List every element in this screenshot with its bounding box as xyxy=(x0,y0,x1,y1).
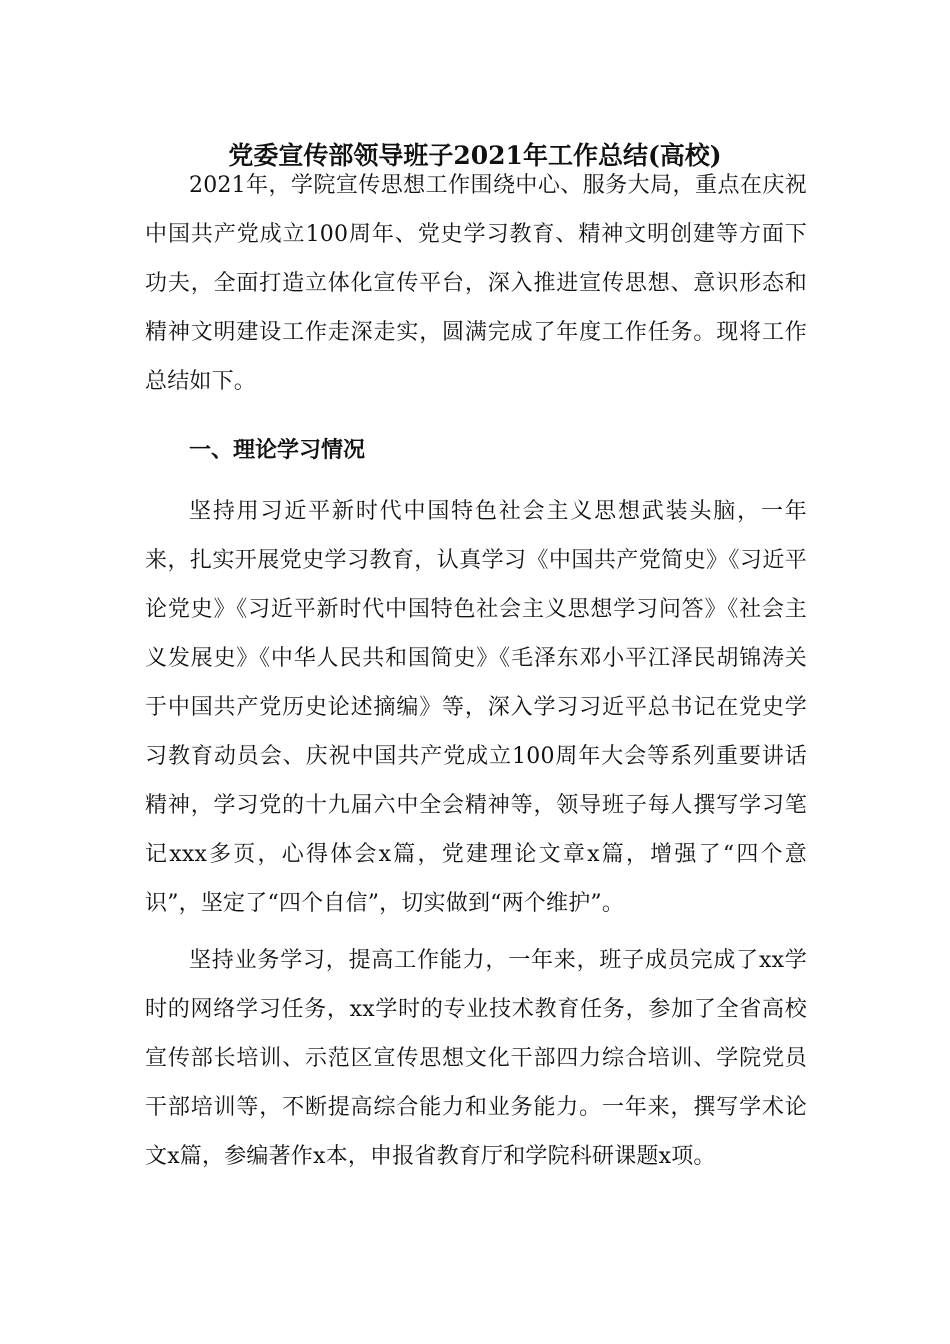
section-heading-theory-study: 一、理论学习情况 xyxy=(189,437,366,463)
intro-paragraph: 2021年，学院宣传思想工作围绕中心、服务大局，重点在庆祝中国共产党成立100周年、党史学习教育、精神文明创建等方面下功夫，全面打造立体化宣传平台，深入推进宣传思想、意识形态和精神文明建设工作走深走实，圆满完成了年度工作任务。现将工作总结如下。 xyxy=(145,173,807,394)
paragraph-gap xyxy=(145,928,807,936)
paragraph-gap xyxy=(145,406,807,414)
document-title: 党委宣传部领导班子2021年工作总结(高校) xyxy=(228,141,722,170)
business-study-paragraph: 坚持业务学习，提高工作能力，一年来，班子成员完成了xx学时的网络学习任务，xx学时的专业技术教育任务，参加了全省高校宣传部长培训、示范区宣传思想文化干部四力综合培训、学院党员干部培训等，不断提高综合能力和业务能力。一年来，撰写学术论文x篇，参编著作x本，申报省教育厅和学院科研课题x项。 xyxy=(145,948,807,1169)
document-body xyxy=(145,161,807,1181)
theory-study-paragraph: 坚持用习近平新时代中国特色社会主义思想武装头脑，一年来，扎实开展党史学习教育，认真学习《中国共产党简史》《习近平论党史》《习近平新时代中国特色社会主义思想学习问答》《社会主义发展史》《中华人民共和国简史》《毛泽东邓小平江泽民胡锦涛关于中国共产党历史论述摘编》等，深入学习习近平总书记在党史学习教育动员会、庆祝中国共产党成立100周年大会等系列重要讲话精神，学习党的十九届六中全会精神等，领导班子每人撰写学习笔记xxx多页，心得体会x篇，党建理论文章x篇，增强了“四个意识”，坚定了“四个自信”，切实做到“两个维护”。 xyxy=(145,499,807,916)
